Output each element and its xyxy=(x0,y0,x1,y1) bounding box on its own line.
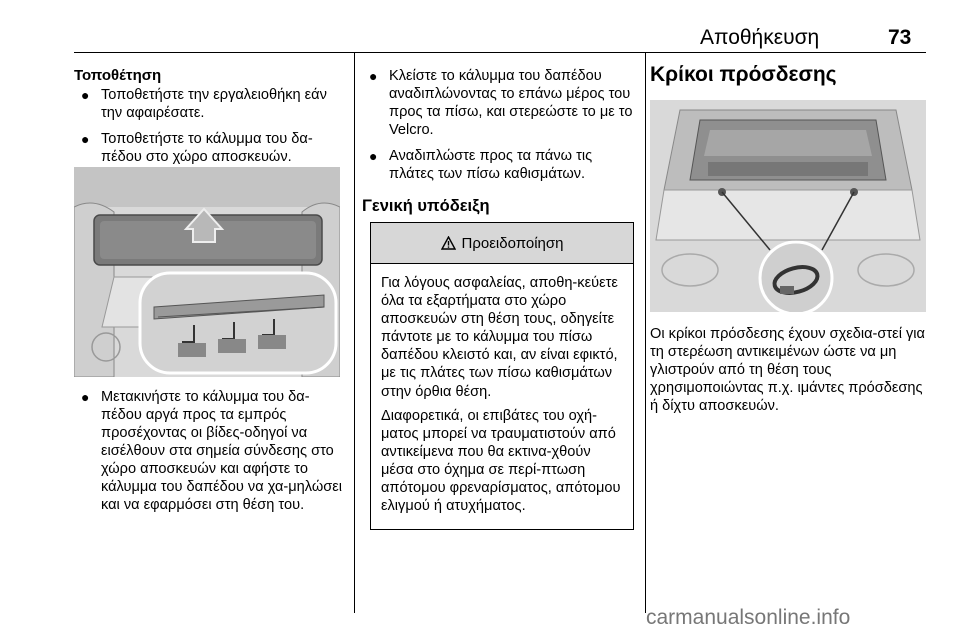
right-column-heading xyxy=(650,63,930,86)
tie-down-heading: Κρίκοι πρόσδεσης xyxy=(650,63,837,86)
list-item: ● Κλείστε το κάλυμμα του δαπέδου αναδιπλώνοντας το επάνω μέρος του προς τα πίσω, και στερεώστε το με το Velcro. xyxy=(369,68,633,138)
warning-header xyxy=(371,223,633,264)
list-item: ● Τοποθετήστε την εργαλειοθήκη εάν την αφαιρέσατε. xyxy=(81,87,327,121)
installation-steps-top xyxy=(74,86,346,166)
page-number: 73 xyxy=(888,26,912,49)
warning-paragraph: Για λόγους ασφαλείας, αποθη-κεύετε όλα τα εξαρτήματα στο χώρο αποσκευών στη θέση τους, οδηγείτε πάντοτε με το κάλυμμα του πίσω δαπέδου κλειστό και, αν είναι εφικτό, με τις πλάτες των πίσω καθισμάτων στην όρθια θέση. xyxy=(381,275,618,400)
floor-cover-illustration xyxy=(74,167,340,377)
bullet-icon: ● xyxy=(81,131,90,147)
bullet-icon: ● xyxy=(81,389,90,405)
bullet-icon: ● xyxy=(369,148,378,164)
installation-steps-bottom xyxy=(74,388,346,514)
list-item: ● Αναδιπλώστε προς τα πάνω τις πλάτες των πίσω καθισμάτων. xyxy=(369,148,593,182)
section-title: Αποθήκευση xyxy=(700,26,820,49)
column-divider-2 xyxy=(645,53,646,613)
tie-down-description: Οι κρίκοι πρόσδεσης έχουν σχεδια-στεί για τη στερέωση αντικειμένων ώστε να μη γλιστρούν από τη θέση τους χρησιμοποιώντας π.χ. ιμάντες πρόσδεσης ή δίχτυ αποσκευών. xyxy=(650,326,925,414)
warning-text xyxy=(371,264,633,515)
left-column xyxy=(74,67,346,174)
middle-column xyxy=(362,67,638,215)
bullet-icon: ● xyxy=(369,68,378,84)
left-column-continued xyxy=(74,388,346,522)
header-divider xyxy=(74,52,926,53)
tie-down-illustration xyxy=(650,100,926,312)
warning-paragraph: Διαφορετικά, οι επιβάτες του οχή-ματος μπορεί να τραυματιστούν από αντικείμενα που θα εκτινα-χθούν μέσα στο όχημα σε περί-πτωση απότομου φρεναρίσματος, απότομου ελιγμού ή ατυχήματος. xyxy=(381,407,621,515)
warning-box xyxy=(370,222,634,530)
column-divider-1 xyxy=(354,53,355,613)
closing-steps xyxy=(362,67,638,183)
general-note-heading: Γενική υπόδειξη xyxy=(362,197,490,215)
list-item: ● Τοποθετήστε το κάλυμμα του δα-πέδου στο χώρο αποσκευών. xyxy=(81,131,313,165)
list-item: ● Μετακινήστε το κάλυμμα του δα-πέδου αργά προς τα εμπρός προσέχοντας οι βίδες-οδηγοί να εισέλθουν στα σημεία σύνδεσης στο χώρο αποσκευών και αφήστε το κάλυμμα του δαπέδου να χα-μηλώσει και να εφαρμόσει στη θέση του. xyxy=(81,389,343,513)
watermark: carmanualsonline.info xyxy=(646,606,851,629)
warning-triangle-icon xyxy=(441,236,456,250)
warning-title: Προειδοποίηση xyxy=(461,234,564,252)
bullet-icon: ● xyxy=(81,87,90,103)
right-column-body xyxy=(650,325,926,415)
installation-heading: Τοποθέτηση xyxy=(74,67,162,84)
